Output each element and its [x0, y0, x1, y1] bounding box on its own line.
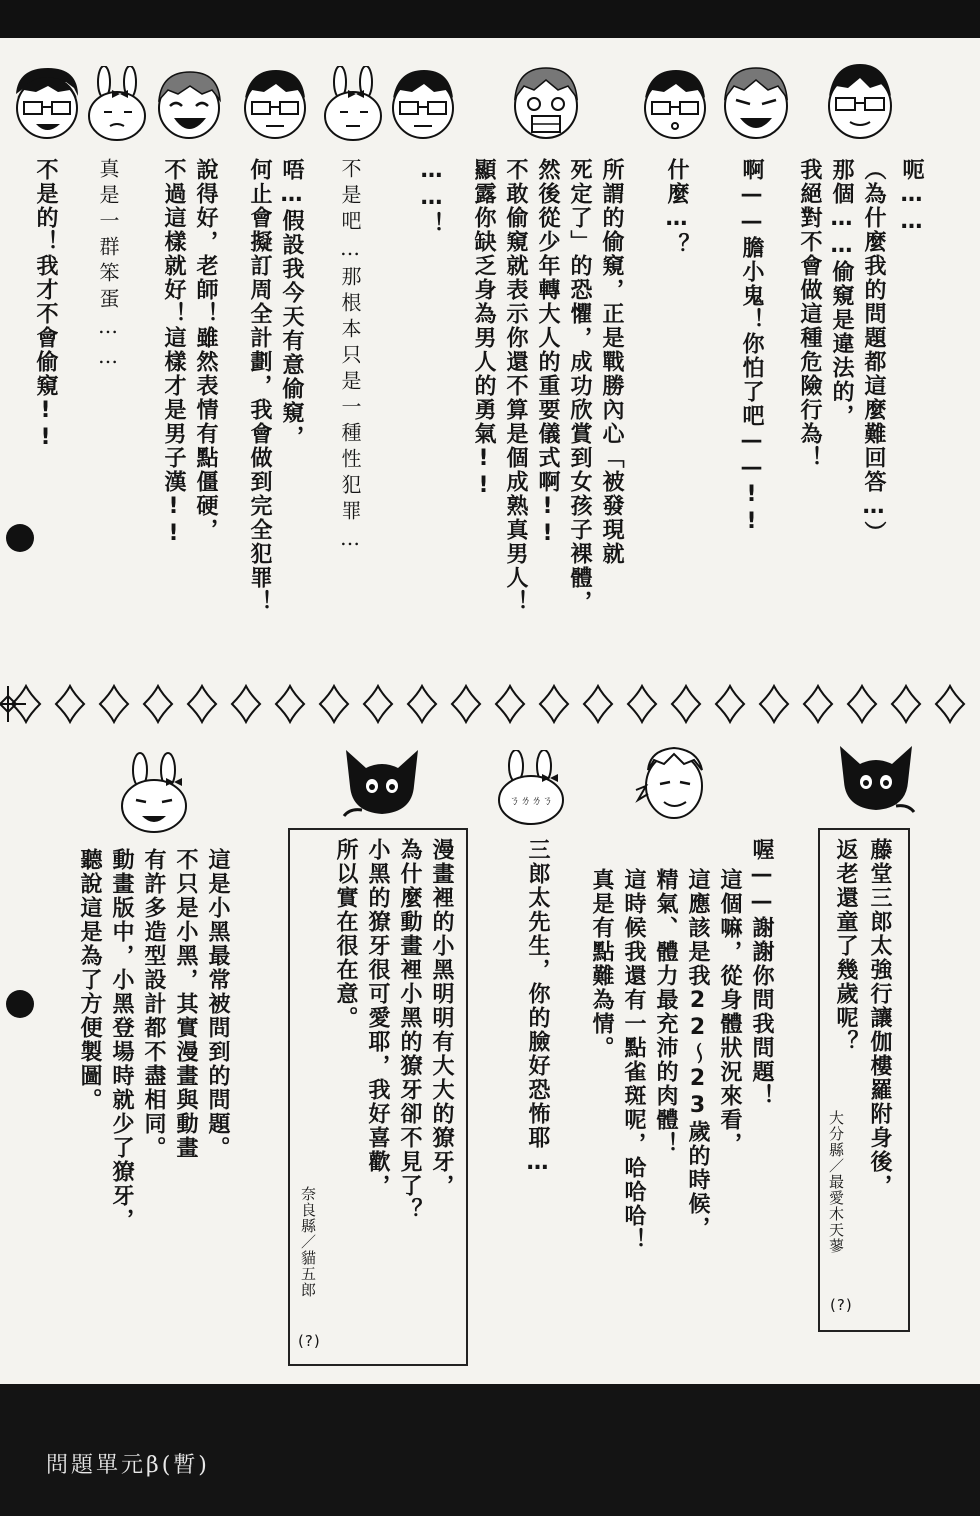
- dialogue-line: 死定了」的恐懼，成功欣賞到女孩子裸體，: [567, 158, 592, 614]
- shima-face-icon: [506, 58, 586, 144]
- answer-line: 聽說這是為了方便製圖。: [77, 848, 102, 1112]
- question-line: 藤堂三郎太強行讓伽樓羅附身後，: [867, 838, 892, 1198]
- top-black-band: [0, 0, 980, 38]
- question-line: 為什麼動畫裡小黑的獠牙卻不見了？: [397, 838, 422, 1222]
- ornament-divider: [0, 684, 980, 724]
- shima-face-icon: [716, 58, 796, 144]
- dialogue-line: 什麼…？: [664, 158, 689, 257]
- answer-line: 不只是小黑，其實漫畫與動畫: [173, 848, 198, 1160]
- dialogue-line: 我絕對不會做這種危險行為！: [797, 158, 822, 470]
- sender-name: 大分縣／最愛木天蓼: [827, 1110, 845, 1254]
- answer-line: 動畫版中，小黑登場時就少了獠牙，: [109, 848, 134, 1232]
- answer-line: 這個嘛，從身體狀況來看，: [717, 868, 742, 1156]
- yukio-face-icon: [384, 62, 462, 144]
- saburota-face-icon: [630, 740, 716, 826]
- dialogue-line: 不敢偷窺就表示你還不算是個成熟真男人！: [503, 158, 528, 614]
- dialogue-line: 何止會擬訂周全計劃，我會做到完全犯罪！: [247, 158, 272, 614]
- answer-line: 精氣、體力最充沛的肉體！: [653, 868, 678, 1156]
- dialogue-line: 所謂的偷窺，正是戰勝內心「被發現就: [599, 158, 624, 566]
- dialogue-line: 唔…假設我今天有意偷窺，: [279, 158, 304, 449]
- kuro-cat-icon: [834, 742, 918, 816]
- dialogue-line: （為什麼我的問題都這麼難回答…）: [861, 158, 886, 545]
- dialogue-line: 呃……: [899, 158, 924, 236]
- answer-line: 真是有點難為情。: [589, 868, 614, 1060]
- rabbit-mouth-text: ㄋㄌㄌㄋ: [509, 794, 553, 807]
- kuro-cat-icon: [340, 746, 424, 820]
- question-box-1: [818, 828, 910, 1332]
- rabbit-face-icon: [322, 66, 384, 142]
- rabbit-face-icon: [118, 752, 190, 834]
- answer-line: 三郎太先生，你的臉好恐怖耶…: [525, 838, 550, 1177]
- rabbit-face-icon: [494, 750, 568, 826]
- dialogue-line: 那個……偷窺是違法的，: [829, 158, 854, 428]
- dialogue-line: 說得好，老師！雖然表情有點僵硬，: [193, 158, 218, 542]
- question-line: 所以實在很在意。: [333, 838, 358, 1030]
- dialogue-line: 啊——膽小鬼！你怕了吧——!!: [739, 158, 764, 536]
- question-line: 小黑的獠牙很可愛耶，我好喜歡，: [365, 838, 390, 1198]
- dialogue-line: 真是一群笨蛋……: [96, 158, 120, 374]
- sender-name: 奈良縣／貓五郎: [299, 1186, 317, 1298]
- question-line: 返老還童了幾歲呢？: [833, 838, 858, 1054]
- rabbit-face-icon: [86, 66, 148, 142]
- sender-mark: (?): [298, 1332, 321, 1350]
- dialogue-line: 不是吧…那根本只是一種性犯罪…: [338, 158, 362, 556]
- answer-line: 喔——謝謝你問我問題！: [749, 838, 774, 1108]
- dialogue-line: 不過這樣就好！這樣才是男子漢!!: [161, 158, 186, 548]
- yukio-face-icon: [636, 62, 714, 144]
- yukio-face-icon: [236, 62, 314, 144]
- dialogue-line: 顯露你缺乏身為男人的勇氣!!: [471, 158, 496, 500]
- footer-title: 問題單元β(暫): [46, 1453, 210, 1478]
- answer-line: 這是小黑最常被問到的問題。: [205, 848, 230, 1160]
- yukio-face-icon: [8, 62, 86, 144]
- yukio-face-icon: [820, 58, 900, 144]
- shima-face-icon: [150, 62, 228, 144]
- answer-line: 這應該是我22～23歲的時候，: [685, 868, 710, 1240]
- sender-mark: (?): [830, 1296, 853, 1314]
- answer-line: 有許多造型設計都不盡相同。: [141, 848, 166, 1160]
- binder-hole-bottom: [6, 990, 34, 1018]
- binder-hole-top: [6, 524, 34, 552]
- dialogue-line: 然後從少年轉大人的重要儀式啊!!: [535, 158, 560, 548]
- question-line: 漫畫裡的小黑明明有大大的獠牙，: [429, 838, 454, 1198]
- dialogue-line: 不是的！我才不會偷窺!!: [33, 158, 58, 452]
- answer-line: 這時候我還有一點雀斑呢，哈哈哈！: [621, 868, 646, 1252]
- dialogue-line: ……！: [419, 158, 444, 236]
